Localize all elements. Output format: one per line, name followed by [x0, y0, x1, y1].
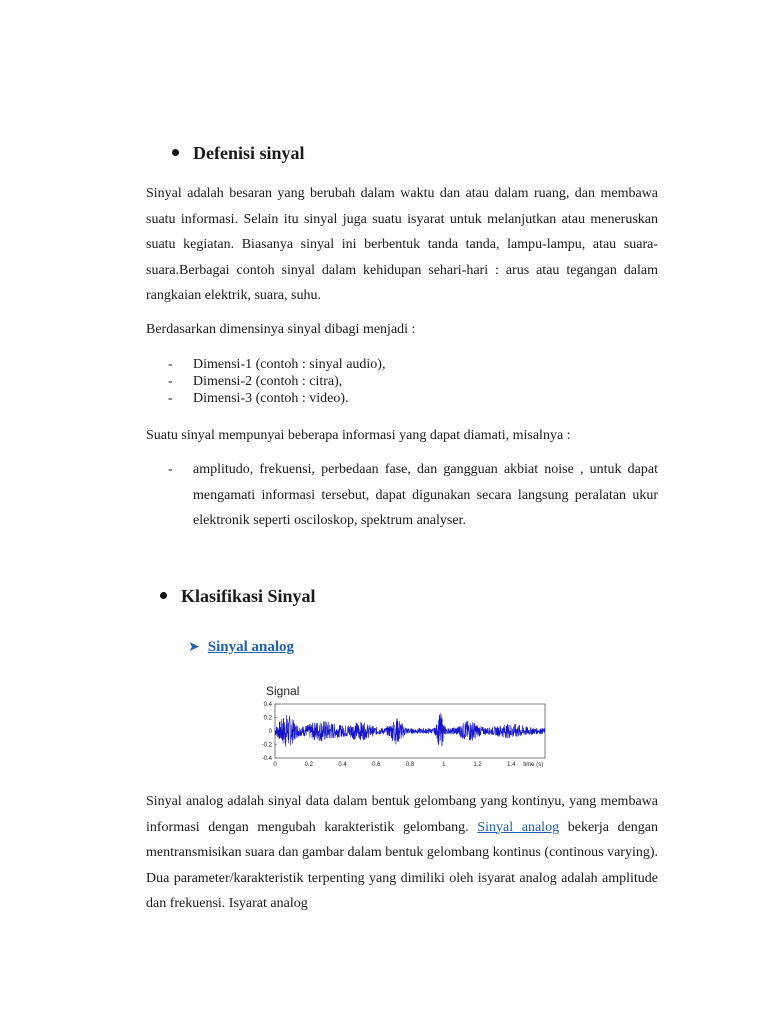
- y-tick-label: -0.4: [261, 756, 272, 762]
- x-axis-label: time (s): [523, 762, 544, 768]
- bullet-icon: [160, 592, 167, 599]
- y-tick-label: 0: [268, 729, 272, 735]
- section-heading-defenisi: Defenisi sinyal: [172, 142, 305, 164]
- dimension-intro: Berdasarkan dimensinya sinyal dibagi menjadi :: [146, 322, 416, 337]
- x-axis-ticks: [273, 762, 543, 768]
- x-tick-label: 0.6: [372, 762, 381, 768]
- x-tick-label: 1.2: [473, 762, 482, 768]
- y-tick-label: 0.2: [263, 715, 272, 722]
- x-tick-label: 0.8: [405, 762, 415, 768]
- sinyal-analog-link[interactable]: Sinyal analog: [477, 819, 560, 835]
- info-intro: Suatu sinyal mempunyai beberapa informasi yang dapat diamati, misalnya :: [146, 428, 571, 443]
- x-tick-label: 0: [273, 762, 277, 768]
- info-list-item: - amplitudo, frekuensi, perbedaan fase, dan gangguan akbiat noise , untuk dapat mengamati informasi tersebut, dapat digunakan secara langsung peralatan ukur elektronik seperti osciloskop, spektrum analyser.: [168, 462, 658, 528]
- list-item: - Dimensi-1 (contoh : sinyal audio),: [168, 357, 386, 372]
- subheading-sinyal-analog[interactable]: ➤ Sinyal analog: [188, 639, 295, 655]
- x-tick-label: 0.4: [338, 762, 347, 768]
- definition-paragraph: Sinyal adalah besaran yang berubah dalam waktu dan atau dalam ruang, dan membawa suatu informasi. Selain itu sinyal juga suatu isyarat untuk melanjutkan atau meneruskan suatu kegiatan. Biasanya sinyal ini berbentuk tanda tanda, lampu-lampu, atau suara-suara.Berbagai contoh sinyal dalam kehidupan sehari-hari : arus atau tegangan dalam rangkaian elektrik, suara, suhu.: [146, 186, 658, 303]
- bullet-icon: [172, 149, 179, 156]
- signal-plot: [258, 701, 550, 776]
- x-tick-label: 1: [442, 762, 446, 768]
- analog-paragraph: Sinyal analog adalah sinyal data dalam bentuk gelombang yang kontinyu, yang membawa informasi dengan mengubah karakteristik gelombang. Sinyal analog bekerja dengan mentransmisikan suara dan gambar dalam bentuk gelombang kontinus (continous varying). Dua parameter/karakteristik terpenting yang dimiliki oleh isyarat analog adalah amplitude dan frekuensi. Isyarat analog: [146, 794, 659, 911]
- x-tick-label: 0.2: [304, 762, 313, 768]
- dimension-list: [168, 356, 658, 407]
- section-heading-klasifikasi: Klasifikasi Sinyal: [160, 585, 316, 607]
- x-tick-label: 1.4: [507, 762, 516, 768]
- arrow-bullet-icon: ➤: [188, 639, 200, 655]
- signal-figure: [258, 684, 550, 776]
- y-tick-label: 0.4: [263, 702, 272, 708]
- list-item: - Dimensi-2 (contoh : citra),: [168, 374, 343, 389]
- list-item: - Dimensi-3 (contoh : video).: [168, 391, 349, 406]
- figure-title: Signal: [266, 684, 300, 698]
- y-tick-label: -0.2: [261, 742, 272, 749]
